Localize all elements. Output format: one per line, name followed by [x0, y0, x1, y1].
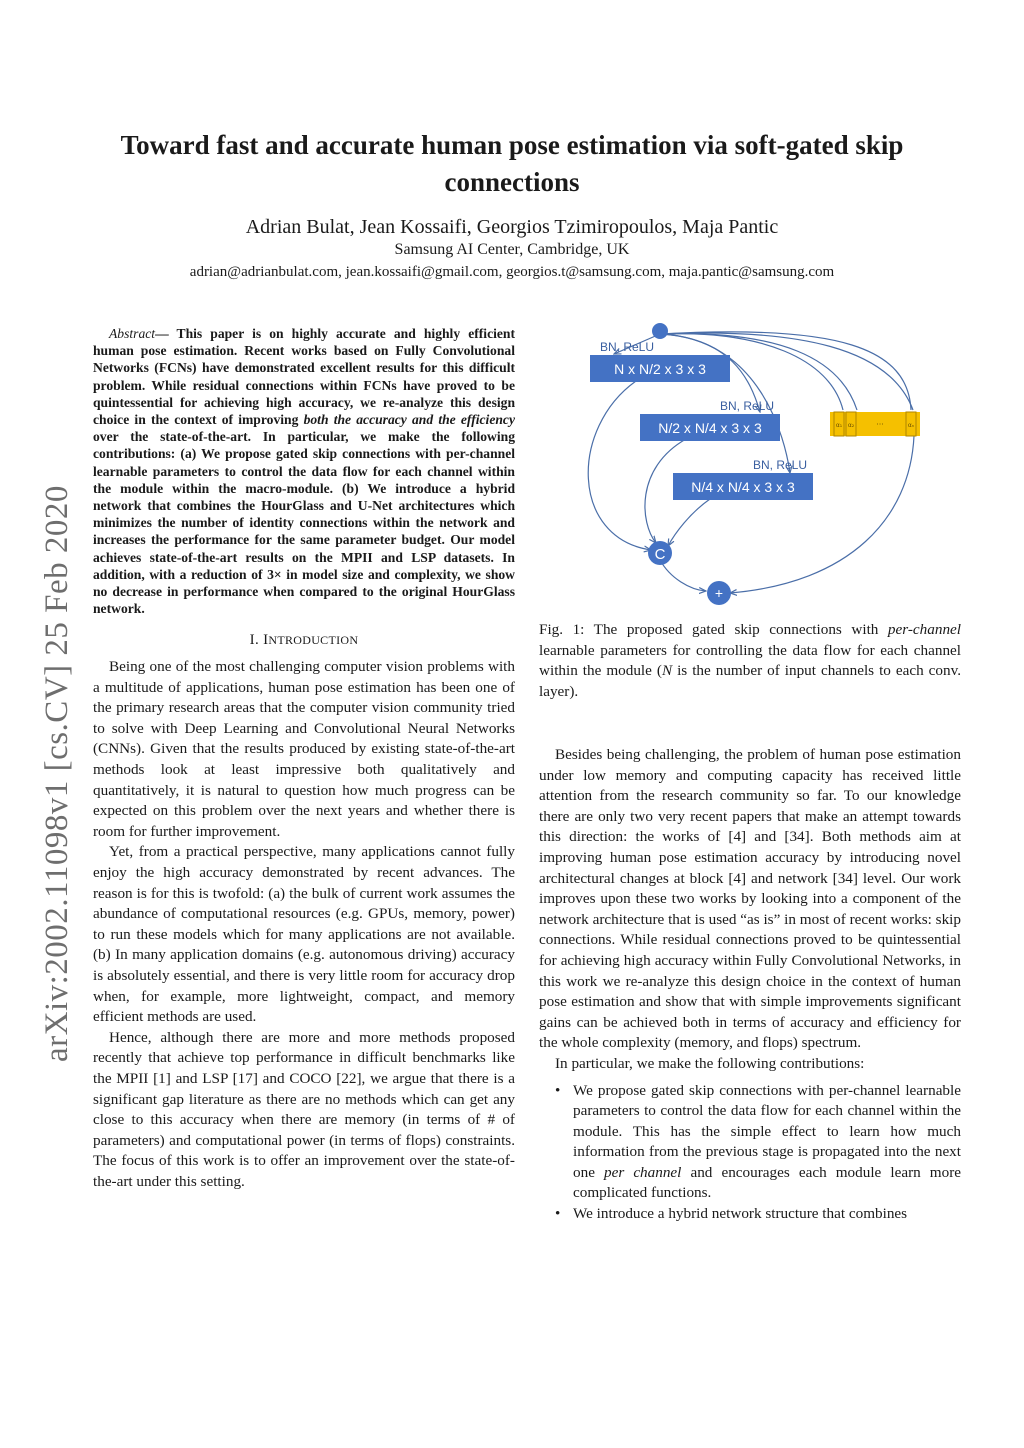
- gate-alpha-1-label: α₁: [835, 422, 843, 429]
- input-node: [652, 323, 668, 339]
- figure-gated-skip-diagram: [560, 318, 970, 618]
- bn-relu-label-1: BN, ReLU: [600, 340, 655, 354]
- bn-relu-label-2: BN, ReLU: [720, 399, 775, 413]
- caption-label: Fig. 1:: [539, 621, 585, 638]
- abstract-dash: —: [155, 326, 169, 341]
- conv-block-1-label: N x N/2 x 3 x 3: [614, 361, 706, 377]
- contributions-list: [539, 1081, 961, 1225]
- abstract-label: Abstract: [109, 326, 156, 341]
- intro-paragraph-2: Yet, from a practical perspective, many applications cannot fully enjoy the high accuracy demonstrated by recent advances. The reason is for this is twofold: (a) the bulk of current work assumes the abundance of computational resources (e.g. GPUs, memory, power) to run these models which for many applications are not available. (b) In many application domains (e.g. autonomous driving) accuracy is absolutely essential, and there is very little room for accuracy drop when, for example, more lightweight, compact, and memory efficient methods are used.: [93, 843, 515, 1026]
- concat-node-label: C: [654, 546, 666, 563]
- right-paragraph-1: Besides being challenging, the problem of human pose estimation under low memory and computing capacity has received little attention from the research community so far. To our knowledge there are only two very recent papers that make an attempt towards this direction: the works of [4] and [34]. Both methods aim at improving human pose estimation accuracy by introducing novel architectural changes at block [4] and network [34] level. Our work improves upon these two works by looking into a component of the network architecture that is used “as is” in most of recent works: skip connections. While residual connections proved to be quintessential for achieving high accuracy within Fully Convolutional Networks, in this work we re-analyze this design choice in the context of human pose estimation and show that with simple improvements significant gains can be achieved both in terms of accuracy and efficiency for the whole complexity (memory, and flops) spectrum.: [539, 746, 961, 1052]
- affiliation: Samsung AI Center, Cambridge, UK: [394, 241, 630, 258]
- abstract: [93, 325, 515, 617]
- conv-block-3-label: N/4 x N/4 x 3 x 3: [691, 479, 795, 495]
- abstract-emphasis: both the accuracy and the efficiency: [303, 412, 515, 428]
- abstract-text-2: over the state-of-the-art. In particular, we make the following contributions: (a) We propose gated skip connections with per-channel learnable parameters to control the data flow for each channel within the module within the macro-module. (b) We introduce a hybrid network that combines the HourGlass and U-Net architectures which minimizes the number of identity connections within the network and increases the performance for the same parameter budget. Our model achieves state-of-the-art results on the MPII and LSP datasets. In addition, with a reduction of 3× in model size and complexity, we show no decrease in performance when compared to the original HourGlass network.: [93, 429, 515, 617]
- gate-alpha-n-label: αₙ: [907, 422, 915, 429]
- caption-emphasis: per-channel: [887, 621, 961, 638]
- contribution-item-1: • We propose gated skip connections with per-channel learnable parameters to control the data flow for each channel within the module. This has the simple effect to learn how much information from the previous stage is propagated into the next one per channel and encourages each module learn more complicated functions.: [573, 1081, 961, 1205]
- gate-alpha-2-label: α₂: [847, 422, 855, 429]
- conv-block-2-label: N/2 x N/4 x 3 x 3: [658, 420, 762, 436]
- abstract-text-1: This paper is on highly accurate and highly efficient human pose estimation. Recent works based on Fully Convolutional Networks (FCNs) have demonstrated excellent results for this difficult problem. While residual connections within FCNs have proved to be quintessential for achieving high accuracy, we re-analyze this design choice in the context of improving: [93, 326, 515, 428]
- left-column: [93, 325, 515, 1192]
- bn-relu-label-3: BN, ReLU: [753, 458, 808, 472]
- gate-dots-label: ···: [876, 420, 884, 429]
- arxiv-side-stamp: arXiv:2002.11098v1 [cs.CV] 25 Feb 2020: [39, 485, 75, 1062]
- sum-node-label: +: [714, 585, 724, 601]
- caption-variable: N: [661, 662, 673, 680]
- author-emails: adrian@adrianbulat.com, jean.kossaifi@gmail.com, georgios.t@samsung.com, maja.pantic@samsung.com: [189, 264, 835, 280]
- intro-paragraph-1: Being one of the most challenging computer vision problems with a multitude of applications, human pose estimation has been one of the primary research areas that the computer vision community tried to solve with Deep Learning and Convolutional Neural Networks (CNNs). Given that the results produced by existing state-of-the-art methods look at least impressive both qualitatively and quantitatively, it is natural to question how much progress can be expected on this problem over the next years and whether there is room for further improvement.: [93, 658, 515, 840]
- author-list: Adrian Bulat, Jean Kossaifi, Georgios Tzimiropoulos, Maja Pantic: [245, 216, 779, 238]
- right-column: [539, 745, 961, 1225]
- paper-title: Toward fast and accurate human pose estimation via soft-gated skip connections: [120, 130, 904, 197]
- figure-caption: Fig. 1: The proposed gated skip connections with per-channel learnable parameters for controlling the data flow for each channel within the module (N is the number of input channels to each conv. layer).: [539, 621, 962, 700]
- intro-paragraph-3: Hence, although there are more and more methods proposed recently that achieve top performance in difficult benchmarks like the MPII [1] and LSP [17] and COCO [22], we argue that there is a significant gap literature as there are no methods which can get any close to this accuracy when there are memory (in terms of # of parameters) and computational power (in terms of flops) constraints. The focus of this work is to offer an improvement over the state-of-the-art under this setting.: [93, 1028, 515, 1190]
- contribution-item-2: • We introduce a hybrid network structure that combines: [573, 1204, 961, 1225]
- section-heading-introduction: I. INTRODUCTION: [249, 632, 359, 649]
- right-paragraph-2: In particular, we make the following contributions:: [555, 1054, 865, 1072]
